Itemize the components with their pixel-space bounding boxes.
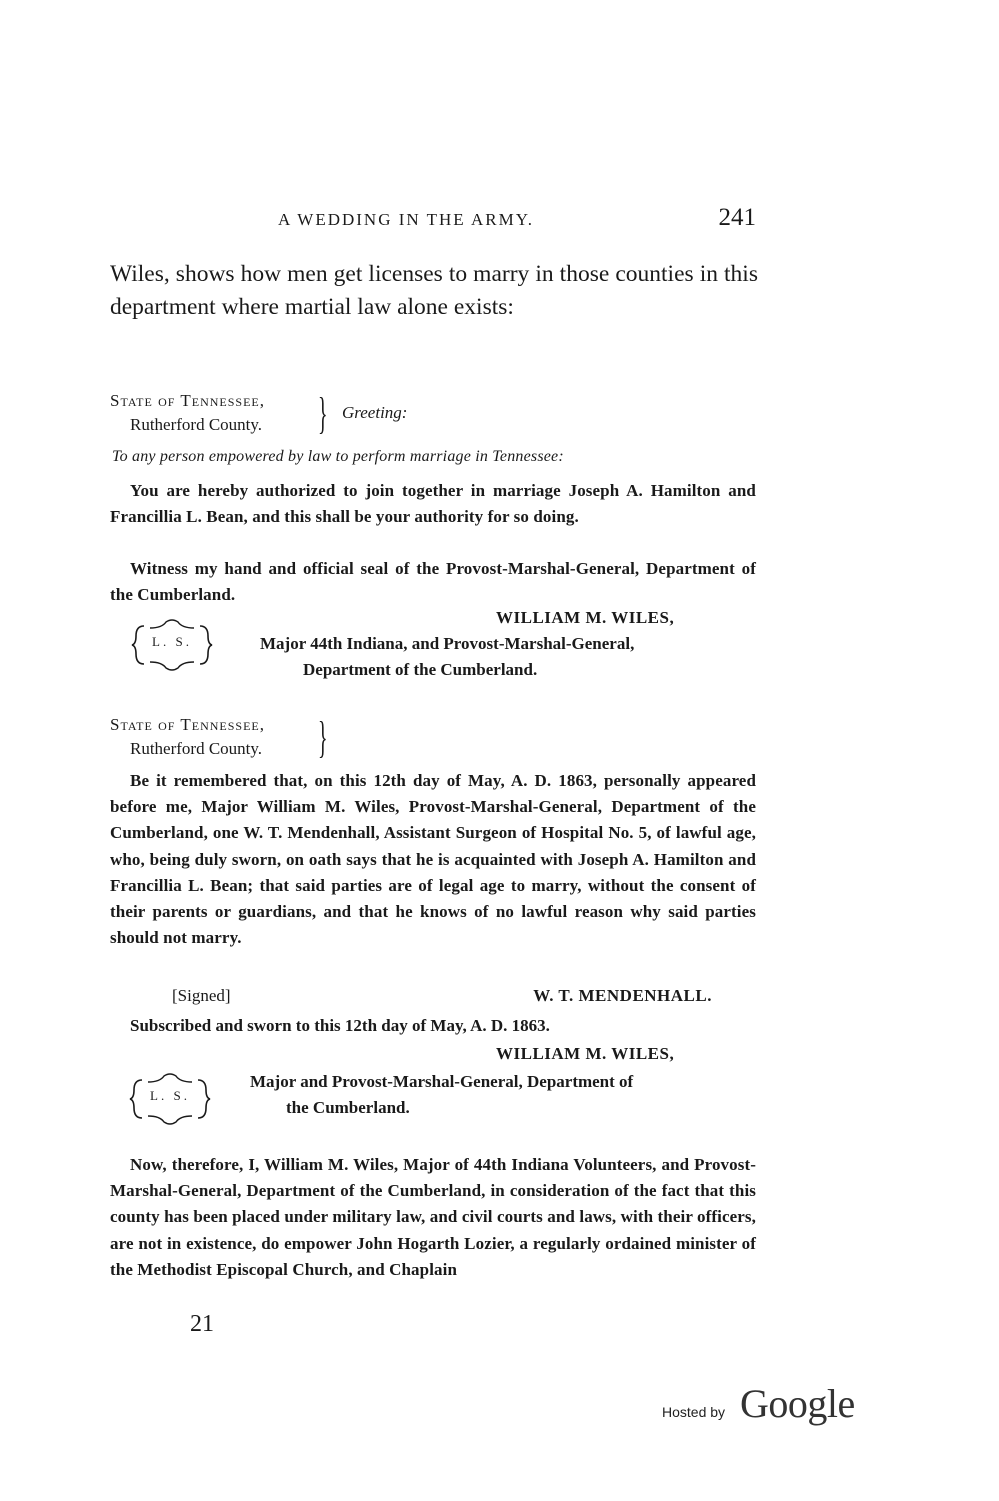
license-seal-text: L. S. xyxy=(152,634,192,649)
hosted-by-watermark xyxy=(662,1380,882,1430)
closing-paragraph xyxy=(110,1152,756,1283)
license-paragraph-1 xyxy=(110,478,756,530)
affidavit-signer-title-1: Major and Provost-Marshal-General, Department of xyxy=(250,1072,634,1091)
intro-paragraph: Wiles, shows how men get licenses to marry in those counties in this department where martial law alone exists: xyxy=(110,261,758,320)
hosted-by-text: Hosted by xyxy=(662,1404,726,1420)
license-signer-name: WILLIAM M. WILES, xyxy=(496,608,675,627)
affidavit-paragraph-text: Be it remembered that, on this 12th day of May, A. D. 1863, personally appeared before me, Major William M. Wiles, Provost-Marshal-General, Department of the Cumberland, one W. T. Mendenhall, Assistant Surgeon of Hospital No. 5, of lawful age, who, being duly sworn, on oath says that he is acquainted with Joseph A. Hamilton and Francillia L. Bean; that said parties are of legal age to marry, without the consent of their parents or guardians, and that he knows of no lawful reason why said parties should not marry. xyxy=(110,771,756,948)
closing-paragraph-text: Now, therefore, I, William M. Wiles, Major of 44th Indiana Volunteers, and Provost-Marshal-General, Department of the Cumberland, in consideration of the fact that this county has been placed under military law, and civil courts and laws, with their officers, are not in existence, do empower John Hogarth Lozier, a regularly ordained minister of the Methodist Episcopal Church, and Chaplain xyxy=(110,1155,756,1279)
affidavit-county-line: Rutherford County. xyxy=(130,739,263,758)
license-venue xyxy=(110,388,470,440)
affidavit-signer-title-2: the Cumberland. xyxy=(286,1098,410,1117)
license-state-line: State of Tennessee, xyxy=(110,391,265,410)
license-signer-title-1: Major 44th Indiana, and Provost-Marshal-General, xyxy=(260,634,635,653)
affidavit-state-line: State of Tennessee, xyxy=(110,715,265,734)
running-head xyxy=(110,206,760,236)
signed-name: W. T. MENDENHALL. xyxy=(533,986,712,1005)
sheet-signature: 21 xyxy=(190,1311,214,1337)
license-seal xyxy=(130,618,214,672)
license-county-line: Rutherford County. xyxy=(130,415,263,434)
affidavit-paragraph xyxy=(110,768,756,951)
affidavit-venue xyxy=(110,712,470,764)
affidavit-venue-brace: } xyxy=(318,713,328,762)
license-address: To any person empowered by law to perform marriage in Tennessee: xyxy=(112,448,564,465)
page-number: 241 xyxy=(718,204,756,231)
subscribed-line: Subscribed and sworn to this 12th day of May, A. D. 1863. xyxy=(130,1016,550,1035)
signed-tag: [Signed] xyxy=(172,986,231,1005)
license-paragraph-2 xyxy=(110,556,756,608)
license-paragraph-1-text: You are hereby authorized to join together in marriage Joseph A. Hamilton and Francillia L. Bean, and this shall be your authority for so doing. xyxy=(110,481,756,527)
affidavit-signer-name: WILLIAM M. WILES, xyxy=(496,1044,675,1063)
google-logo: Google xyxy=(740,1381,855,1426)
affidavit-seal xyxy=(128,1072,212,1126)
license-venue-brace: } xyxy=(318,389,328,438)
license-greeting: Greeting: xyxy=(342,403,408,422)
affidavit-seal-text: L. S. xyxy=(150,1088,190,1103)
running-title: A WEDDING IN THE ARMY. xyxy=(278,210,535,229)
license-paragraph-2-text: Witness my hand and official seal of the Provost-Marshal-General, Department of the Cumberland. xyxy=(110,559,756,605)
license-signer-title-2: Department of the Cumberland. xyxy=(303,660,538,679)
signed-row xyxy=(110,986,758,1014)
